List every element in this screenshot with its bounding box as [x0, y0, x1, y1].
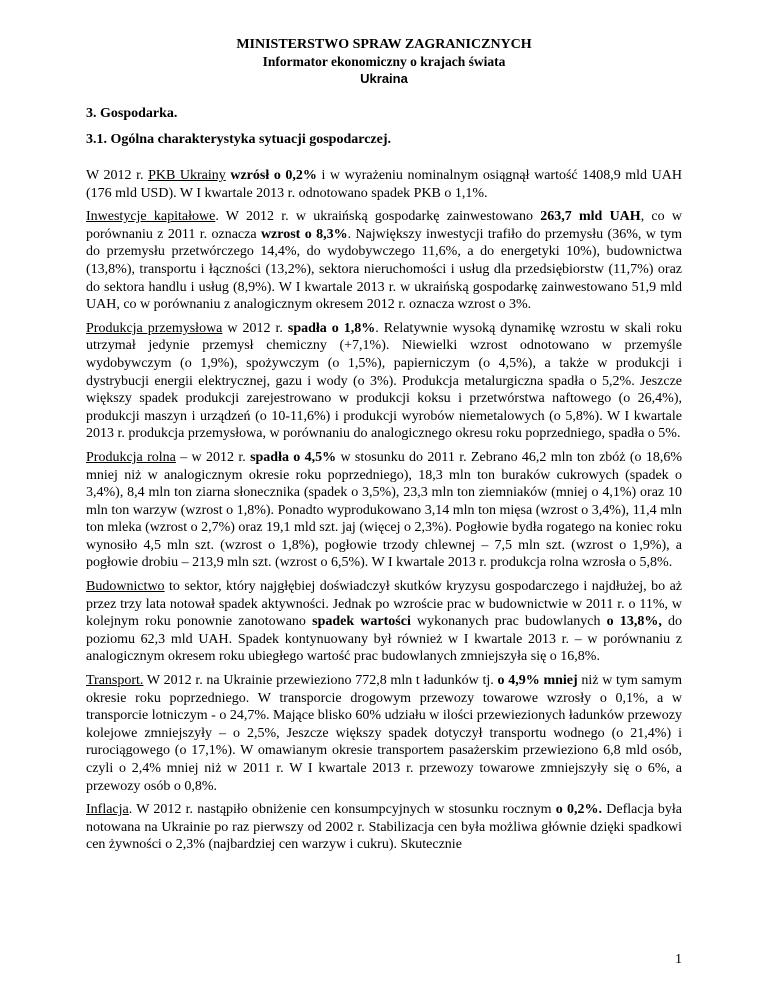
paragraph-agriculture	[86, 449, 682, 572]
text: w 2012 r.	[222, 320, 288, 336]
paragraph-construction	[86, 578, 682, 666]
document-subtitle: Informator ekonomiczny o krajach świata	[262, 54, 506, 69]
investments-term: Inwestycje kapitałowe	[86, 209, 216, 225]
paragraph-investments	[86, 208, 682, 314]
text: W 2012 r.	[86, 168, 149, 183]
paragraph-transport	[86, 672, 682, 795]
text: niż w tym samym okresie roku poprzedniego. W transporcie drogowym przewozy towarowe wzrosły o 0,1%, a w transporcie lotniczym - o 24,7%. Mające blisko 60% udziału w ilości przewiezionych ładunków przewozy kolejowe zmniejszyły – o 2,5%, Jeszcze większy spadek dotyczył transportu wodnego (o 21,4%) i rurociągowego (o 17,1%). W omawianym okresie transportem pasażerskim przewieziono 6,8 mld osób, czyli o 2,4% mniej niż w 2011 r. W I kwartale 2013 r. przewozy towarowe zmniejszyły się o 6%, a przewozy osób o 0,8%.	[86, 673, 683, 794]
paragraph-industry	[86, 320, 682, 443]
section-heading: 3. Gospodarka.	[86, 106, 178, 121]
highlight: spadła o 1,8%	[287, 320, 376, 336]
text: i w wyrażeniu nominalnym osiągnął wartość 1408,9 mld UAH (176 mld USD). W I kwartale 2013 r. odnotowano spadek PKB o 1,1%.	[86, 168, 682, 201]
construction-term: Budownictwo	[86, 579, 165, 595]
highlight: o 0,2%.	[555, 802, 603, 818]
ministry-title: MINISTERSTWO SPRAW ZAGRANICZNYCH	[236, 37, 532, 52]
highlight: spadek wartości	[312, 614, 411, 630]
text: Deflacja była notowana na Ukrainie po raz pierwszy od 2002 r. Stabilizacja cen była możliwa głównie dzięki spadkowi cen żywności o 2,3% (najbardziej cen warzyw i cukru). Skutecznie	[86, 802, 682, 853]
paragraph-inflation	[86, 801, 682, 854]
highlight: 263,7 mld UAH	[540, 209, 641, 225]
pkb-term: PKB Ukrainy	[148, 168, 226, 183]
text: do poziomu 62,3 mld UAH. Spadek kontynuowany był również w I kwartale 2013 r. – w porównaniu z analogicznym okresem roku ubiegłego wartość prac budowlanych zmniejszyła się o 16,8%.	[86, 614, 683, 665]
transport-term: Transport.	[86, 673, 144, 689]
text: w stosunku do 2011 r. Zebrano 46,2 mln ton zbóż (o 18,6% mniej niż w analogicznym okresie roku poprzedniego), 18,3 mln ton buraków cukrowych (spadek o 3,4%), 8,4 mln ton ziarna słonecznika (spadek o 3,5%), 23,3 mln ton ziemniaków (mniej o 4,1%) oraz 10 mln ton warzyw (wzrost o 1,8%). Ponadto wyprodukowano 3,14 mln ton mięsa (wzrost o 3,4%), 11,4 mln ton mleka (wzrost o 2,7%) oraz 19,1 mld szt. jaj (więcej o 2,3%). Pogłowie bydła rogatego na koniec roku wynosiło 4,5 mln szt. (wzrost o 1,8%), pogłowie trzody chlewnej – 7,5 mln szt. (wzrost o 1,9%), a pogłowie drobiu – 213,9 mln szt. (wzrost o 6,5%). W I kwartale 2013 r. produkcja rolna wzrosła o 5,8%.	[86, 449, 683, 571]
text: , co w porównaniu z 2011 r. oznacza	[86, 209, 682, 242]
highlight: wzrost o 8,3%	[260, 226, 348, 242]
subsection-heading: 3.1. Ogólna charakterystyka sytuacji gospodarczej.	[86, 132, 391, 147]
text: . W 2012 r. w ukraińską gospodarkę zainwestowano	[215, 209, 541, 225]
country-name: Ukraina	[360, 71, 408, 86]
text: to sektor, który najgłębiej doświadczył skutków kryzysu gospodarczego i najdłużej, bo aż przez trzy lata notował spadek aktywności. Jednak po wzroście prac w budownictwie w 2011 r. o 11%, w kolejnym roku ponownie zanotowano	[86, 579, 682, 630]
document-page	[86, 36, 682, 854]
text: . Relatywnie wysoką dynamikę wzrostu w skali roku utrzymał jedynie przemysł chemiczny (+7,1%). Niewielki wzrost odnotowano w przemyśle wydobywczym (o 1,9%), spożywczym (o 1,5%), papierniczym (o 4,5%), a także w produkcji i dystrybucji energii elektrycznej, gazu i wody (o 3%). Produkcja metalurgiczna spadła o 5,2%. Jeszcze większy spadek produkcji zarejestrowano w produkcji koksu i przetwórstwa naftowego (o 26,4%), produkcji maszyn i urządzeń (o 10-11,6%) i produkcji wyrobów niemetalowych (o 5,8%). W I kwartale 2013 r. produkcja przemysłowa, w porównaniu do analogicznego okresu roku poprzedniego, spadła o 5%.	[86, 320, 682, 442]
text: . W 2012 r. nastąpiło obniżenie cen konsumpcyjnych w stosunku rocznym	[128, 802, 556, 818]
agriculture-term: Produkcja rolna	[86, 449, 176, 465]
text: . Największy inwestycji trafiło do przemysłu (36%, w tym do przemysłu przetwórczego 14,4%, do wydobywczego 11,6%, a do energetyki 10%), budownictwa (13,8%), transportu i łączności (13,2%), sektora nieruchomości i usług dla przedsiębiorstw (11,7%) oraz do sektora handlu i usług (8,9%). W I kwartale 2013 r. w ukraińską gospodarkę zainwestowano 51,9 mld UAH, co w porównaniu z analogicznym okresem 2012 r. oznacza wzrost o 3%.	[86, 226, 683, 313]
highlight: wzrósł o 0,2%	[230, 168, 317, 183]
paragraph-pkb	[86, 167, 682, 202]
inflation-term: Inflacja	[86, 802, 129, 818]
highlight: spadła o 4,5%	[250, 449, 337, 465]
industry-term: Produkcja przemysłowa	[86, 320, 223, 336]
text: – w 2012 r.	[175, 449, 251, 465]
text: W 2012 r. na Ukrainie przewieziono 772,8 mln t ładunków tj.	[143, 673, 498, 689]
page-number: 1	[675, 952, 682, 967]
highlight: o 4,9% mniej	[497, 673, 578, 689]
text: wykonanych prac budowlanych	[410, 614, 607, 630]
highlight: o 13,8%,	[606, 614, 662, 630]
